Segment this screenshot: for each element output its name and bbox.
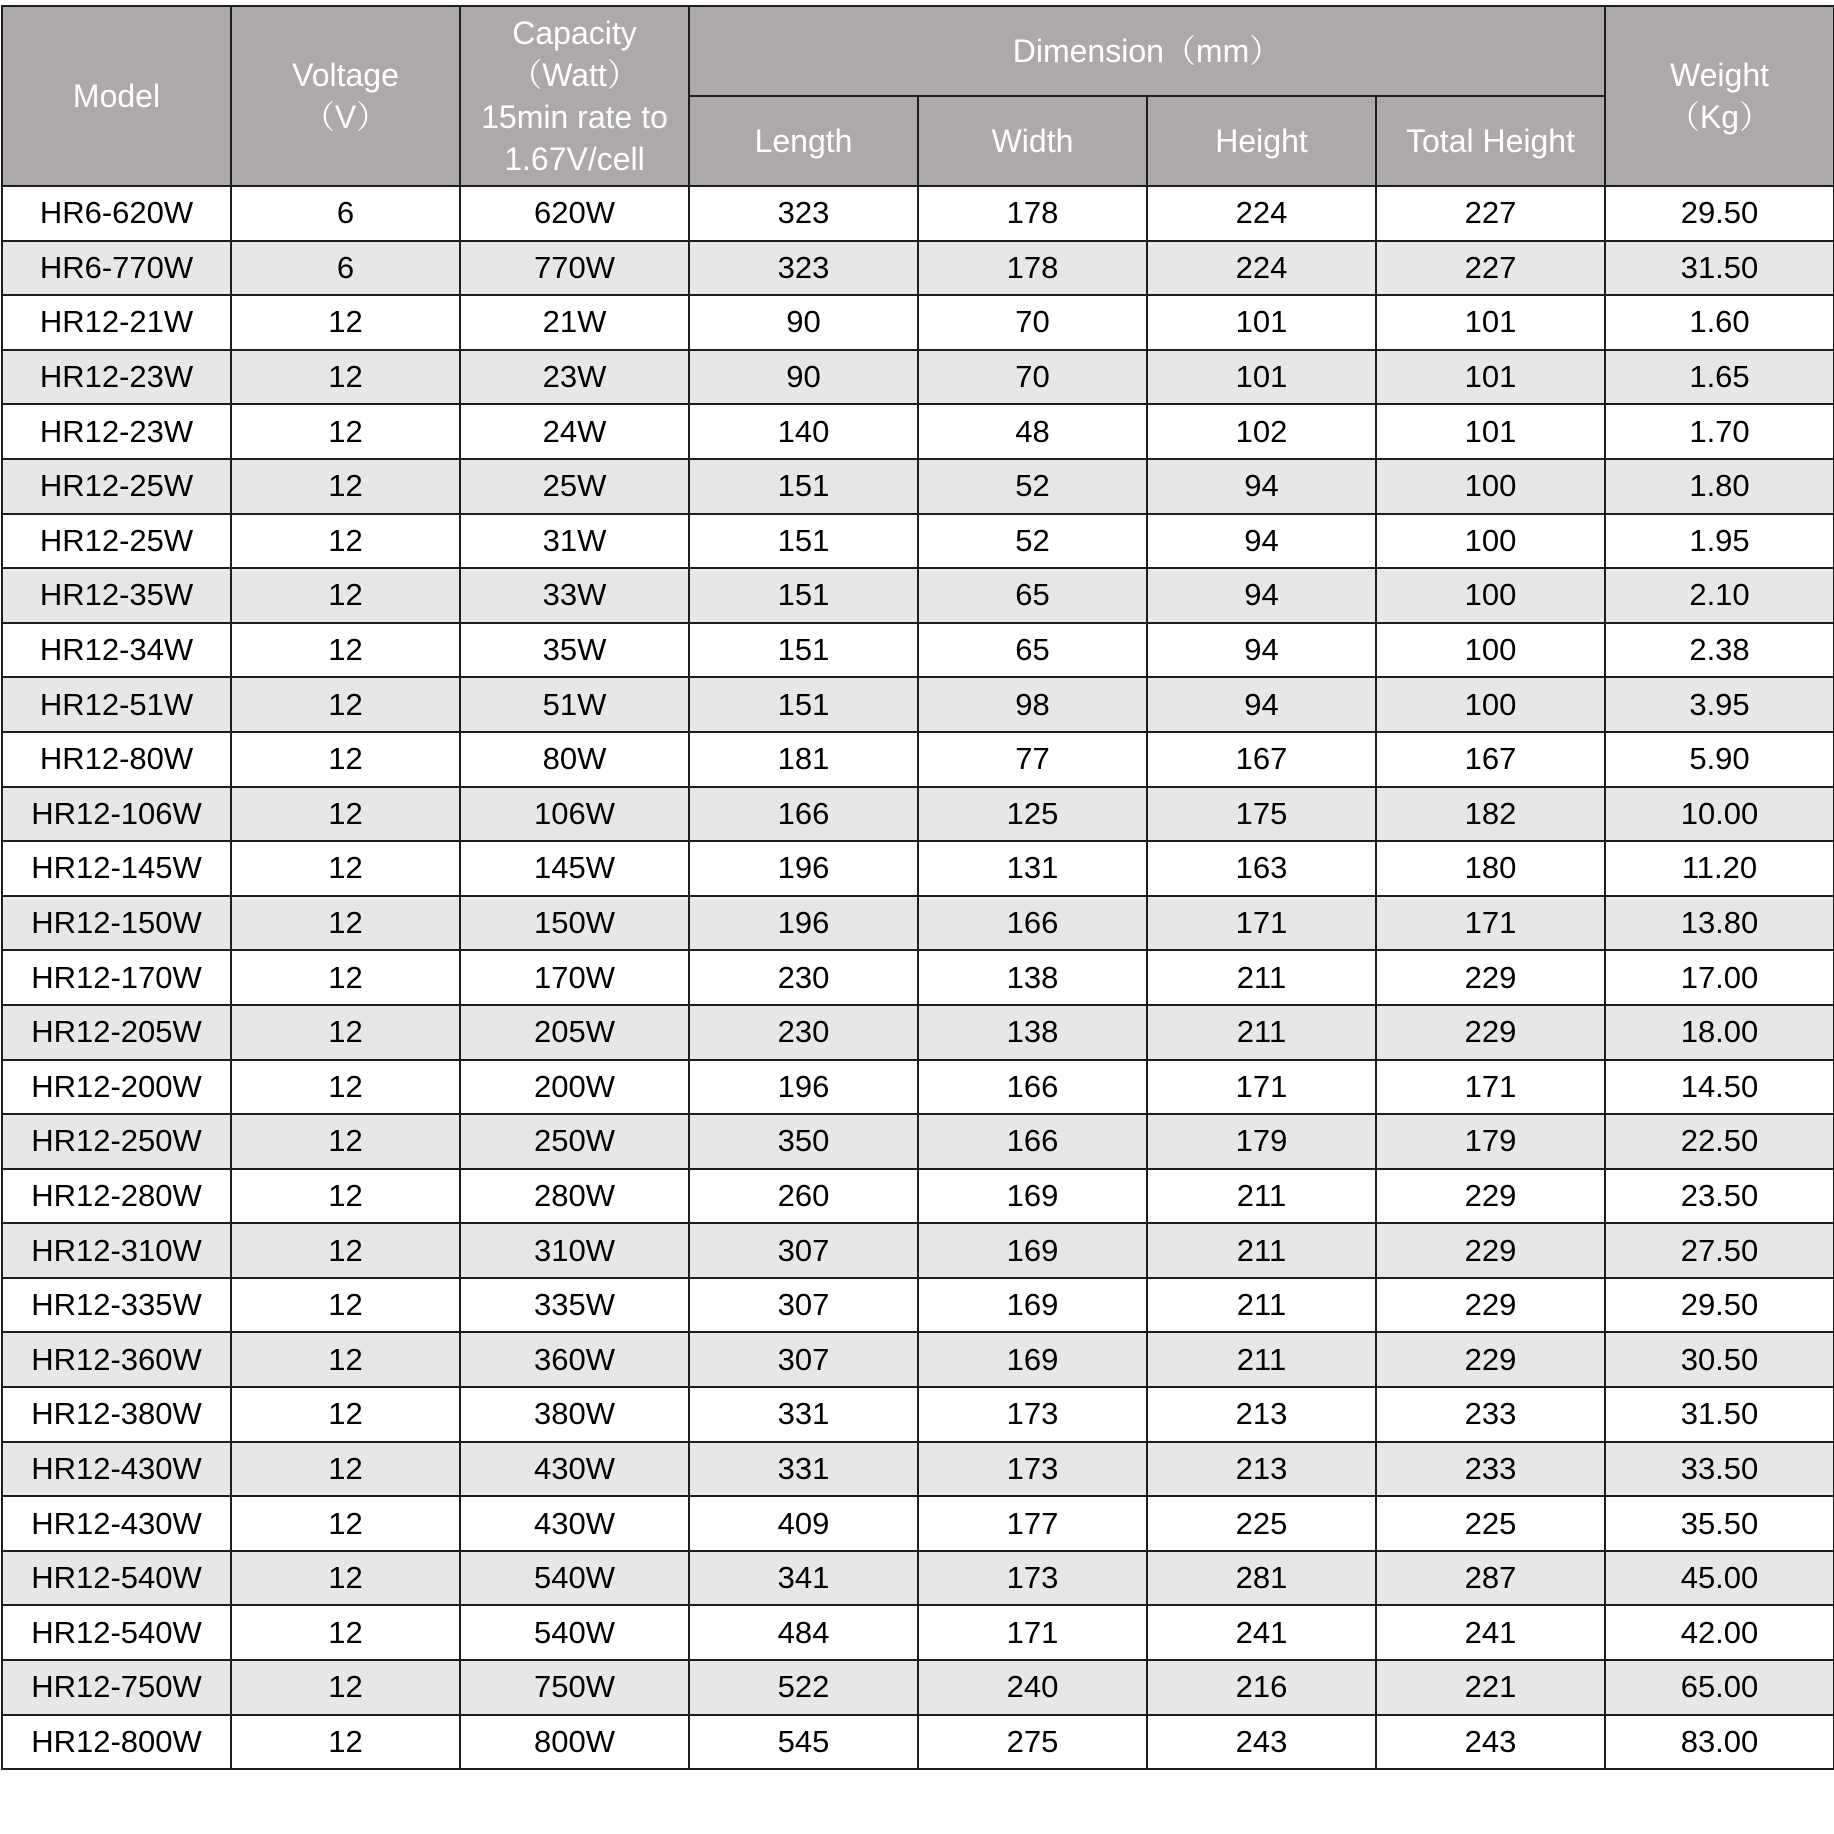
cell-model: HR12-200W xyxy=(2,1060,231,1115)
cell-capacity: 145W xyxy=(460,841,689,896)
cell-width: 178 xyxy=(918,186,1147,241)
cell-weight: 13.80 xyxy=(1605,896,1834,951)
table-row xyxy=(2,568,1834,623)
cell-height: 211 xyxy=(1147,1005,1376,1060)
cell-weight: 1.65 xyxy=(1605,350,1834,405)
cell-width: 166 xyxy=(918,1114,1147,1169)
cell-total-height: 227 xyxy=(1376,186,1605,241)
cell-total-height: 229 xyxy=(1376,950,1605,1005)
cell-total-height: 100 xyxy=(1376,623,1605,678)
cell-height: 94 xyxy=(1147,459,1376,514)
cell-capacity: 360W xyxy=(460,1332,689,1387)
table-row xyxy=(2,623,1834,678)
table-row xyxy=(2,295,1834,350)
cell-height: 94 xyxy=(1147,623,1376,678)
table-row xyxy=(2,1278,1834,1333)
cell-weight: 29.50 xyxy=(1605,186,1834,241)
cell-length: 545 xyxy=(689,1715,918,1770)
cell-height: 102 xyxy=(1147,404,1376,459)
cell-height: 163 xyxy=(1147,841,1376,896)
cell-length: 196 xyxy=(689,841,918,896)
cell-width: 177 xyxy=(918,1496,1147,1551)
cell-weight: 5.90 xyxy=(1605,732,1834,787)
cell-height: 171 xyxy=(1147,896,1376,951)
cell-model: HR12-430W xyxy=(2,1442,231,1497)
table-row xyxy=(2,1442,1834,1497)
cell-width: 275 xyxy=(918,1715,1147,1770)
cell-model: HR12-51W xyxy=(2,677,231,732)
cell-weight: 27.50 xyxy=(1605,1223,1834,1278)
cell-weight: 10.00 xyxy=(1605,787,1834,842)
cell-voltage: 12 xyxy=(231,1332,460,1387)
cell-total-height: 100 xyxy=(1376,514,1605,569)
table-row xyxy=(2,1605,1834,1660)
table-row xyxy=(2,1005,1834,1060)
cell-length: 196 xyxy=(689,1060,918,1115)
cell-length: 196 xyxy=(689,896,918,951)
cell-weight: 35.50 xyxy=(1605,1496,1834,1551)
cell-width: 125 xyxy=(918,787,1147,842)
cell-length: 307 xyxy=(689,1223,918,1278)
cell-width: 173 xyxy=(918,1387,1147,1442)
cell-total-height: 233 xyxy=(1376,1387,1605,1442)
cell-model: HR12-800W xyxy=(2,1715,231,1770)
cell-length: 166 xyxy=(689,787,918,842)
cell-capacity: 250W xyxy=(460,1114,689,1169)
table-row xyxy=(2,677,1834,732)
cell-weight: 11.20 xyxy=(1605,841,1834,896)
cell-capacity: 200W xyxy=(460,1060,689,1115)
cell-voltage: 12 xyxy=(231,568,460,623)
table-row xyxy=(2,841,1834,896)
cell-length: 140 xyxy=(689,404,918,459)
cell-voltage: 12 xyxy=(231,514,460,569)
header-row-top xyxy=(2,6,1834,96)
cell-height: 211 xyxy=(1147,950,1376,1005)
cell-length: 90 xyxy=(689,295,918,350)
table-row xyxy=(2,1387,1834,1442)
cell-length: 151 xyxy=(689,568,918,623)
cell-model: HR12-335W xyxy=(2,1278,231,1333)
cell-weight: 23.50 xyxy=(1605,1169,1834,1224)
cell-width: 166 xyxy=(918,896,1147,951)
cell-voltage: 12 xyxy=(231,623,460,678)
cell-model: HR12-80W xyxy=(2,732,231,787)
cell-model: HR12-360W xyxy=(2,1332,231,1387)
header-model-label: Model xyxy=(72,78,161,114)
cell-length: 151 xyxy=(689,514,918,569)
cell-width: 131 xyxy=(918,841,1147,896)
cell-weight: 1.60 xyxy=(1605,295,1834,350)
table-row xyxy=(2,1169,1834,1224)
cell-model: HR12-205W xyxy=(2,1005,231,1060)
cell-weight: 14.50 xyxy=(1605,1060,1834,1115)
cell-capacity: 750W xyxy=(460,1660,689,1715)
header-weight xyxy=(1605,6,1834,186)
cell-total-height: 229 xyxy=(1376,1223,1605,1278)
cell-total-height: 180 xyxy=(1376,841,1605,896)
cell-voltage: 12 xyxy=(231,841,460,896)
table-row xyxy=(2,896,1834,951)
cell-model: HR12-23W xyxy=(2,404,231,459)
cell-length: 307 xyxy=(689,1332,918,1387)
cell-length: 230 xyxy=(689,1005,918,1060)
cell-width: 138 xyxy=(918,950,1147,1005)
table-row xyxy=(2,514,1834,569)
cell-height: 216 xyxy=(1147,1660,1376,1715)
table-row xyxy=(2,1660,1834,1715)
cell-height: 211 xyxy=(1147,1332,1376,1387)
cell-length: 331 xyxy=(689,1442,918,1497)
cell-capacity: 170W xyxy=(460,950,689,1005)
cell-weight: 33.50 xyxy=(1605,1442,1834,1497)
table-row xyxy=(2,1496,1834,1551)
cell-model: HR12-25W xyxy=(2,514,231,569)
table-row xyxy=(2,1715,1834,1770)
cell-capacity: 80W xyxy=(460,732,689,787)
cell-model: HR6-620W xyxy=(2,186,231,241)
table-row xyxy=(2,1114,1834,1169)
cell-capacity: 31W xyxy=(460,514,689,569)
cell-weight: 2.38 xyxy=(1605,623,1834,678)
cell-width: 169 xyxy=(918,1278,1147,1333)
cell-model: HR12-170W xyxy=(2,950,231,1005)
cell-total-height: 171 xyxy=(1376,896,1605,951)
cell-voltage: 12 xyxy=(231,950,460,1005)
cell-voltage: 12 xyxy=(231,295,460,350)
cell-height: 281 xyxy=(1147,1551,1376,1606)
table-row xyxy=(2,732,1834,787)
header-total-height: Total Height xyxy=(1376,96,1605,186)
table-row xyxy=(2,1551,1834,1606)
cell-width: 65 xyxy=(918,623,1147,678)
cell-total-height: 182 xyxy=(1376,787,1605,842)
cell-height: 241 xyxy=(1147,1605,1376,1660)
cell-model: HR12-150W xyxy=(2,896,231,951)
table-row xyxy=(2,1223,1834,1278)
cell-width: 48 xyxy=(918,404,1147,459)
cell-width: 77 xyxy=(918,732,1147,787)
cell-capacity: 106W xyxy=(460,787,689,842)
cell-voltage: 12 xyxy=(231,1715,460,1770)
cell-weight: 29.50 xyxy=(1605,1278,1834,1333)
cell-height: 224 xyxy=(1147,186,1376,241)
cell-height: 94 xyxy=(1147,514,1376,569)
cell-total-height: 229 xyxy=(1376,1169,1605,1224)
cell-height: 211 xyxy=(1147,1223,1376,1278)
cell-height: 101 xyxy=(1147,350,1376,405)
cell-model: HR12-750W xyxy=(2,1660,231,1715)
header-voltage-label: Voltage xyxy=(292,57,399,93)
cell-height: 225 xyxy=(1147,1496,1376,1551)
cell-total-height: 229 xyxy=(1376,1332,1605,1387)
cell-height: 213 xyxy=(1147,1442,1376,1497)
cell-capacity: 51W xyxy=(460,677,689,732)
cell-total-height: 100 xyxy=(1376,459,1605,514)
cell-voltage: 12 xyxy=(231,1114,460,1169)
cell-capacity: 430W xyxy=(460,1442,689,1497)
cell-capacity: 540W xyxy=(460,1605,689,1660)
cell-length: 522 xyxy=(689,1660,918,1715)
header-capacity-label: Capacity xyxy=(512,15,637,51)
cell-voltage: 6 xyxy=(231,241,460,296)
cell-voltage: 12 xyxy=(231,1605,460,1660)
cell-length: 409 xyxy=(689,1496,918,1551)
cell-width: 171 xyxy=(918,1605,1147,1660)
cell-height: 94 xyxy=(1147,677,1376,732)
cell-capacity: 21W xyxy=(460,295,689,350)
cell-length: 260 xyxy=(689,1169,918,1224)
cell-weight: 18.00 xyxy=(1605,1005,1834,1060)
header-length: Length xyxy=(689,96,918,186)
table-row xyxy=(2,404,1834,459)
cell-height: 243 xyxy=(1147,1715,1376,1770)
header-dimension xyxy=(689,6,1605,96)
table-body xyxy=(2,186,1834,1769)
cell-length: 151 xyxy=(689,677,918,732)
cell-capacity: 620W xyxy=(460,186,689,241)
cell-capacity: 800W xyxy=(460,1715,689,1770)
cell-model: HR12-21W xyxy=(2,295,231,350)
header-capacity-cell: 1.67V/cell xyxy=(504,141,645,177)
cell-height: 167 xyxy=(1147,732,1376,787)
cell-total-height: 243 xyxy=(1376,1715,1605,1770)
cell-voltage: 12 xyxy=(231,1169,460,1224)
cell-weight: 31.50 xyxy=(1605,1387,1834,1442)
cell-total-height: 179 xyxy=(1376,1114,1605,1169)
cell-height: 211 xyxy=(1147,1169,1376,1224)
cell-length: 323 xyxy=(689,186,918,241)
cell-model: HR6-770W xyxy=(2,241,231,296)
cell-voltage: 12 xyxy=(231,787,460,842)
cell-length: 181 xyxy=(689,732,918,787)
cell-height: 179 xyxy=(1147,1114,1376,1169)
cell-width: 98 xyxy=(918,677,1147,732)
cell-total-height: 229 xyxy=(1376,1005,1605,1060)
cell-length: 484 xyxy=(689,1605,918,1660)
header-voltage xyxy=(231,6,460,186)
cell-width: 169 xyxy=(918,1169,1147,1224)
cell-weight: 22.50 xyxy=(1605,1114,1834,1169)
cell-voltage: 12 xyxy=(231,1060,460,1115)
cell-length: 331 xyxy=(689,1387,918,1442)
table-row xyxy=(2,186,1834,241)
cell-width: 70 xyxy=(918,350,1147,405)
cell-total-height: 100 xyxy=(1376,677,1605,732)
cell-model: HR12-540W xyxy=(2,1605,231,1660)
cell-model: HR12-280W xyxy=(2,1169,231,1224)
cell-model: HR12-310W xyxy=(2,1223,231,1278)
cell-weight: 1.95 xyxy=(1605,514,1834,569)
cell-width: 166 xyxy=(918,1060,1147,1115)
cell-capacity: 430W xyxy=(460,1496,689,1551)
cell-capacity: 280W xyxy=(460,1169,689,1224)
header-weight-unit: （Kg） xyxy=(1667,99,1772,135)
cell-voltage: 12 xyxy=(231,1660,460,1715)
cell-voltage: 12 xyxy=(231,1442,460,1497)
header-weight-label: Weight xyxy=(1669,57,1769,93)
cell-model: HR12-106W xyxy=(2,787,231,842)
cell-width: 178 xyxy=(918,241,1147,296)
cell-weight: 83.00 xyxy=(1605,1715,1834,1770)
cell-total-height: 233 xyxy=(1376,1442,1605,1497)
header-capacity-rate: 15min rate to xyxy=(481,99,668,135)
cell-length: 350 xyxy=(689,1114,918,1169)
cell-length: 341 xyxy=(689,1551,918,1606)
cell-capacity: 35W xyxy=(460,623,689,678)
cell-length: 307 xyxy=(689,1278,918,1333)
cell-model: HR12-430W xyxy=(2,1496,231,1551)
cell-voltage: 12 xyxy=(231,459,460,514)
cell-model: HR12-34W xyxy=(2,623,231,678)
cell-voltage: 12 xyxy=(231,896,460,951)
table-row xyxy=(2,787,1834,842)
table-row xyxy=(2,1060,1834,1115)
cell-voltage: 12 xyxy=(231,1387,460,1442)
cell-total-height: 167 xyxy=(1376,732,1605,787)
cell-weight: 2.10 xyxy=(1605,568,1834,623)
cell-voltage: 12 xyxy=(231,677,460,732)
cell-voltage: 12 xyxy=(231,350,460,405)
cell-voltage: 12 xyxy=(231,732,460,787)
table-row xyxy=(2,950,1834,1005)
cell-weight: 65.00 xyxy=(1605,1660,1834,1715)
cell-length: 323 xyxy=(689,241,918,296)
cell-width: 169 xyxy=(918,1332,1147,1387)
cell-height: 101 xyxy=(1147,295,1376,350)
cell-total-height: 227 xyxy=(1376,241,1605,296)
cell-capacity: 205W xyxy=(460,1005,689,1060)
cell-model: HR12-540W xyxy=(2,1551,231,1606)
cell-weight: 31.50 xyxy=(1605,241,1834,296)
cell-capacity: 770W xyxy=(460,241,689,296)
table-row xyxy=(2,350,1834,405)
cell-weight: 45.00 xyxy=(1605,1551,1834,1606)
cell-length: 90 xyxy=(689,350,918,405)
cell-height: 211 xyxy=(1147,1278,1376,1333)
cell-capacity: 24W xyxy=(460,404,689,459)
cell-capacity: 310W xyxy=(460,1223,689,1278)
cell-width: 52 xyxy=(918,459,1147,514)
cell-voltage: 12 xyxy=(231,1278,460,1333)
cell-weight: 30.50 xyxy=(1605,1332,1834,1387)
cell-height: 94 xyxy=(1147,568,1376,623)
cell-width: 173 xyxy=(918,1442,1147,1497)
cell-width: 138 xyxy=(918,1005,1147,1060)
cell-weight: 3.95 xyxy=(1605,677,1834,732)
cell-width: 70 xyxy=(918,295,1147,350)
cell-total-height: 241 xyxy=(1376,1605,1605,1660)
cell-capacity: 23W xyxy=(460,350,689,405)
cell-total-height: 101 xyxy=(1376,350,1605,405)
cell-voltage: 12 xyxy=(231,1551,460,1606)
cell-model: HR12-25W xyxy=(2,459,231,514)
cell-length: 151 xyxy=(689,623,918,678)
cell-total-height: 101 xyxy=(1376,295,1605,350)
cell-width: 52 xyxy=(918,514,1147,569)
cell-width: 65 xyxy=(918,568,1147,623)
cell-voltage: 12 xyxy=(231,1005,460,1060)
cell-width: 169 xyxy=(918,1223,1147,1278)
cell-voltage: 12 xyxy=(231,1496,460,1551)
cell-weight: 1.80 xyxy=(1605,459,1834,514)
cell-height: 171 xyxy=(1147,1060,1376,1115)
cell-total-height: 287 xyxy=(1376,1551,1605,1606)
cell-voltage: 6 xyxy=(231,186,460,241)
cell-weight: 17.00 xyxy=(1605,950,1834,1005)
cell-model: HR12-23W xyxy=(2,350,231,405)
cell-capacity: 25W xyxy=(460,459,689,514)
cell-voltage: 12 xyxy=(231,1223,460,1278)
battery-spec-table xyxy=(1,5,1834,1770)
cell-weight: 1.70 xyxy=(1605,404,1834,459)
cell-total-height: 101 xyxy=(1376,404,1605,459)
cell-capacity: 33W xyxy=(460,568,689,623)
header-model xyxy=(2,6,231,186)
cell-width: 240 xyxy=(918,1660,1147,1715)
table-row xyxy=(2,1332,1834,1387)
cell-height: 213 xyxy=(1147,1387,1376,1442)
cell-length: 230 xyxy=(689,950,918,1005)
cell-height: 224 xyxy=(1147,241,1376,296)
cell-total-height: 221 xyxy=(1376,1660,1605,1715)
cell-model: HR12-145W xyxy=(2,841,231,896)
header-height: Height xyxy=(1147,96,1376,186)
cell-model: HR12-35W xyxy=(2,568,231,623)
cell-capacity: 540W xyxy=(460,1551,689,1606)
cell-capacity: 380W xyxy=(460,1387,689,1442)
cell-total-height: 171 xyxy=(1376,1060,1605,1115)
header-capacity xyxy=(460,6,689,186)
table-header xyxy=(2,6,1834,186)
cell-capacity: 335W xyxy=(460,1278,689,1333)
header-width: Width xyxy=(918,96,1147,186)
cell-length: 151 xyxy=(689,459,918,514)
cell-height: 175 xyxy=(1147,787,1376,842)
cell-total-height: 100 xyxy=(1376,568,1605,623)
header-capacity-unit: （Watt） xyxy=(510,57,639,93)
header-dimension-label: Dimension（mm） xyxy=(1012,33,1282,69)
cell-width: 173 xyxy=(918,1551,1147,1606)
cell-total-height: 225 xyxy=(1376,1496,1605,1551)
cell-model: HR12-250W xyxy=(2,1114,231,1169)
cell-total-height: 229 xyxy=(1376,1278,1605,1333)
table-row xyxy=(2,459,1834,514)
cell-model: HR12-380W xyxy=(2,1387,231,1442)
table-row xyxy=(2,241,1834,296)
cell-weight: 42.00 xyxy=(1605,1605,1834,1660)
header-voltage-unit: （V） xyxy=(302,99,389,135)
cell-voltage: 12 xyxy=(231,404,460,459)
cell-capacity: 150W xyxy=(460,896,689,951)
